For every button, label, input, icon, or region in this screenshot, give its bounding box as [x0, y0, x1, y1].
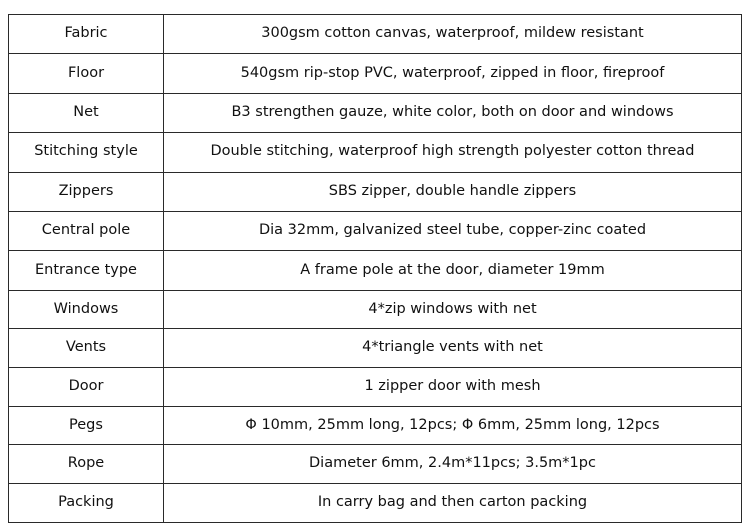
table-row [9, 484, 742, 523]
spec-value: Dia 32mm, galvanized steel tube, copper-zinc coated [164, 211, 742, 250]
spec-value: SBS zipper, double handle zippers [164, 172, 742, 211]
table-row [9, 15, 742, 54]
spec-label: Packing [9, 484, 164, 523]
spec-label: Net [9, 93, 164, 132]
spec-value: Diameter 6mm, 2.4m*11pcs; 3.5m*1pc [164, 445, 742, 484]
spec-value: In carry bag and then carton packing [164, 484, 742, 523]
spec-label: Windows [9, 290, 164, 329]
spec-label: Central pole [9, 211, 164, 250]
spec-label: Entrance type [9, 251, 164, 290]
spec-label: Door [9, 368, 164, 407]
table-row [9, 54, 742, 93]
spec-value: 4*triangle vents with net [164, 329, 742, 368]
spec-table [8, 14, 742, 523]
spec-value: B3 strengthen gauze, white color, both on door and windows [164, 93, 742, 132]
spec-value: 1 zipper door with mesh [164, 368, 742, 407]
spec-value: 4*zip windows with net [164, 290, 742, 329]
table-row [9, 445, 742, 484]
table-row [9, 211, 742, 250]
table-row [9, 172, 742, 211]
table-row [9, 406, 742, 445]
spec-label: Floor [9, 54, 164, 93]
table-row [9, 93, 742, 132]
table-row [9, 251, 742, 290]
spec-label: Pegs [9, 406, 164, 445]
spec-label: Vents [9, 329, 164, 368]
spec-label: Stitching style [9, 133, 164, 172]
spec-value: Double stitching, waterproof high strength polyester cotton thread [164, 133, 742, 172]
spec-label: Rope [9, 445, 164, 484]
spec-value: 300gsm cotton canvas, waterproof, mildew resistant [164, 15, 742, 54]
table-row [9, 329, 742, 368]
spec-value: A frame pole at the door, diameter 19mm [164, 251, 742, 290]
table-row [9, 368, 742, 407]
spec-label: Fabric [9, 15, 164, 54]
spec-value: Φ 10mm, 25mm long, 12pcs; Φ 6mm, 25mm long, 12pcs [164, 406, 742, 445]
spec-label: Zippers [9, 172, 164, 211]
table-row [9, 290, 742, 329]
table-row [9, 133, 742, 172]
spec-value: 540gsm rip-stop PVC, waterproof, zipped in floor, fireproof [164, 54, 742, 93]
